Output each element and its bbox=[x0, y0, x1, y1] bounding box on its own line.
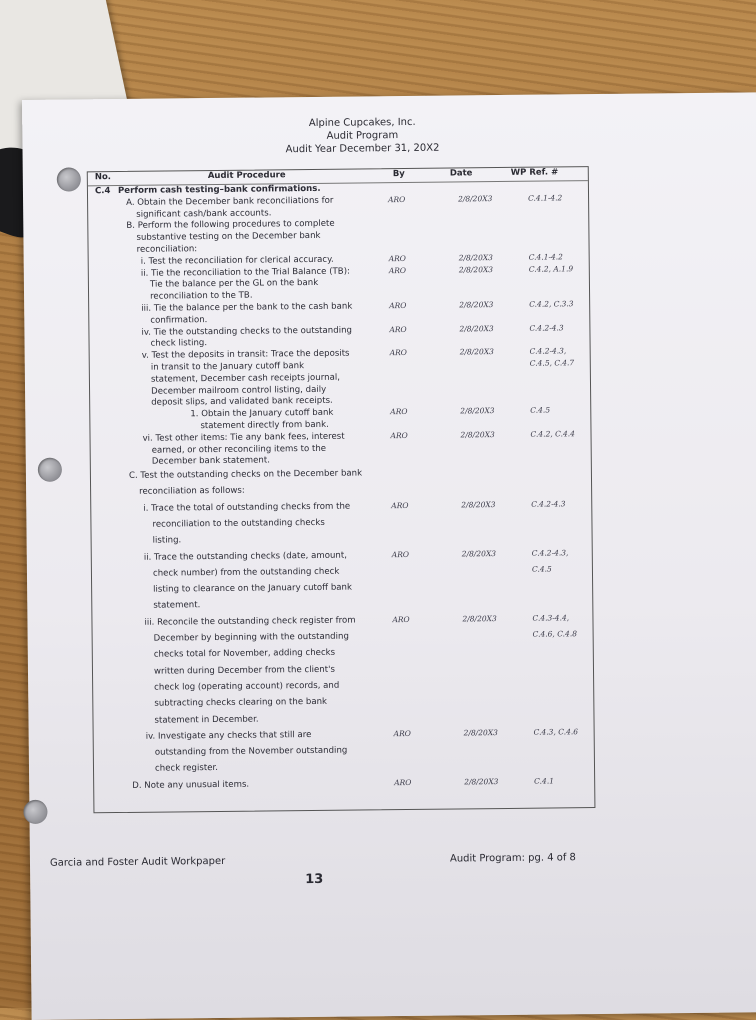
procedure-line: listing. bbox=[152, 535, 182, 546]
procedure-line: substantive testing on the December bank bbox=[136, 231, 321, 243]
procedure-line: check log (operating account) records, and bbox=[154, 680, 340, 693]
punch-hole bbox=[38, 458, 62, 482]
procedure-line: statement, December cash receipts journal, bbox=[150, 372, 341, 385]
col-wp-ref: WP Ref. # bbox=[510, 167, 559, 178]
procedure-line: reconciliation: bbox=[136, 244, 198, 255]
col-by: By bbox=[392, 168, 405, 180]
procedure-line: v. Test the deposits in transit: Trace the deposits bbox=[141, 348, 350, 361]
col-procedure: Audit Procedure bbox=[207, 170, 286, 182]
procedure-line: i. Test the reconciliation for clerical accuracy. bbox=[140, 254, 334, 267]
procedure-line: subtracting checks clearing on the bank bbox=[154, 697, 328, 709]
signoff-date: 2/8/20X3 bbox=[459, 300, 494, 310]
procedure-line: check listing. bbox=[150, 338, 208, 350]
signoff-date: 2/8/20X3 bbox=[460, 429, 495, 440]
signoff-date: 2/8/20X3 bbox=[461, 499, 496, 510]
workpaper-reference: C.4.2, C.4.4 bbox=[530, 429, 575, 439]
procedure-line: reconciliation to the outstanding checks bbox=[152, 517, 325, 530]
procedure-line: Perform cash testing–bank confirmations. bbox=[117, 183, 321, 196]
signoff-date: 2/8/20X3 bbox=[462, 613, 497, 624]
procedure-line: iii. Tie the balance per the bank to the cash bank bbox=[141, 301, 353, 314]
signoff-date: 2/8/20X3 bbox=[459, 323, 494, 334]
signoff-initials: ARO bbox=[388, 194, 406, 204]
procedure-line: reconciliation to the TB. bbox=[150, 290, 253, 302]
workpaper-reference: C.4.1-4.2 bbox=[528, 193, 563, 203]
procedure-line: check number) from the outstanding check bbox=[152, 566, 340, 579]
signoff-date: 2/8/20X3 bbox=[463, 727, 498, 738]
workpaper-reference: C.4.2, C.3.3 bbox=[529, 299, 574, 309]
procedure-line: December bank statement. bbox=[151, 455, 271, 468]
procedure-line: 1. Obtain the January cutoff bank bbox=[190, 407, 334, 420]
procedure-line: check register. bbox=[154, 763, 219, 775]
workpaper-reference: C.4.2, A.1.9 bbox=[528, 263, 574, 274]
procedure-line: C. Test the outstanding checks on the December bank bbox=[128, 468, 363, 481]
signoff-initials: ARO bbox=[392, 614, 410, 624]
document-type: Audit Program bbox=[326, 130, 399, 142]
procedure-line: in transit to the January cutoff bank bbox=[150, 361, 305, 373]
punch-hole bbox=[57, 167, 81, 191]
signoff-date: 2/8/20X3 bbox=[461, 548, 497, 558]
procedure-line: vi. Test other items: Tie any bank fees, interest bbox=[142, 431, 345, 444]
workpaper-reference: C.4.2-4.3 bbox=[531, 498, 566, 509]
procedure-line: statement directly from bank. bbox=[200, 419, 329, 432]
procedure-line: reconciliation as follows: bbox=[139, 485, 245, 498]
workpaper-reference: C.4.5 bbox=[530, 405, 551, 415]
procedure-line: iv. Investigate any checks that still are bbox=[145, 729, 312, 742]
procedure-line: B. Perform the following procedures to complete bbox=[126, 219, 335, 232]
procedure-line: deposit slips, and validated bank receipts. bbox=[151, 396, 333, 409]
signoff-initials: ARO bbox=[389, 348, 407, 358]
audit-program-table bbox=[87, 166, 596, 813]
signoff-initials: ARO bbox=[389, 324, 407, 334]
procedure-line: significant cash/bank accounts. bbox=[136, 207, 272, 220]
procedure-line: confirmation. bbox=[150, 314, 208, 326]
signoff-initials: ARO bbox=[393, 728, 411, 738]
signoff-date: 2/8/20X3 bbox=[459, 347, 494, 357]
workpaper-reference: C.4.6, C.4.8 bbox=[532, 629, 578, 639]
procedure-line: December by beginning with the outstanding bbox=[153, 631, 349, 644]
col-date: Date bbox=[449, 168, 473, 179]
procedure-line: written during December from the client's bbox=[153, 664, 335, 677]
signoff-date: 2/8/20X3 bbox=[458, 252, 493, 263]
page-number: 13 bbox=[305, 871, 324, 888]
section-number: C.4 bbox=[94, 186, 111, 197]
procedure-line: i. Trace the total of outstanding checks from the bbox=[143, 501, 351, 514]
signoff-date: 2/8/20X3 bbox=[458, 193, 493, 204]
signoff-date: 2/8/20X3 bbox=[460, 406, 495, 416]
workpaper-reference: C.4.3-4.4, bbox=[532, 612, 570, 623]
procedure-line: iii. Reconcile the outstanding check register from bbox=[144, 615, 356, 628]
procedure-line: December mailroom control listing, daily bbox=[151, 384, 327, 397]
procedure-line: statement in December. bbox=[154, 714, 259, 726]
signoff-initials: ARO bbox=[388, 253, 406, 263]
signoff-initials: ARO bbox=[388, 265, 407, 275]
procedure-line: earned, or other reconciling items to the bbox=[151, 443, 327, 456]
company-name: Alpine Cupcakes, Inc. bbox=[308, 116, 416, 129]
workpaper-reference: C.4.3, C.4.6 bbox=[533, 727, 579, 737]
procedure-line: statement. bbox=[153, 600, 201, 612]
workpaper-reference: C.4.1 bbox=[534, 776, 555, 786]
procedure-line: outstanding from the November outstanding bbox=[154, 745, 348, 758]
signoff-initials: ARO bbox=[391, 549, 410, 559]
col-no: No. bbox=[94, 172, 112, 183]
signoff-initials: ARO bbox=[389, 300, 407, 311]
procedure-line: ii. Trace the outstanding checks (date, amount, bbox=[143, 550, 348, 563]
workpaper-reference: C.4.2-4.3, bbox=[529, 346, 567, 356]
procedure-line: Tie the balance per the GL on the bank bbox=[149, 278, 319, 291]
workpaper-reference: C.4.1-4.2 bbox=[528, 252, 563, 262]
procedure-line: iv. Tie the outstanding checks to the outstanding bbox=[141, 325, 353, 338]
signoff-date: 2/8/20X3 bbox=[458, 264, 494, 275]
page-header bbox=[222, 115, 502, 157]
footer-left: Garcia and Foster Audit Workpaper bbox=[49, 855, 226, 869]
signoff-initials: ARO bbox=[390, 407, 408, 417]
signoff-date: 2/8/20X3 bbox=[464, 776, 499, 787]
workpaper-reference: C.4.5 bbox=[531, 564, 552, 574]
footer-right: Audit Program: pg. 4 of 8 bbox=[449, 852, 576, 865]
procedure-line: D. Note any unusual items. bbox=[132, 779, 250, 791]
signoff-initials: ARO bbox=[391, 500, 409, 510]
signoff-initials: ARO bbox=[394, 777, 412, 787]
procedure-line: checks total for November, adding checks bbox=[153, 648, 336, 660]
audit-program-page bbox=[22, 92, 756, 1020]
workpaper-reference: C.4.5, C.4.7 bbox=[529, 358, 575, 368]
signoff-initials: ARO bbox=[390, 430, 408, 440]
procedure-line: A. Obtain the December bank reconciliations for bbox=[126, 195, 334, 208]
punch-hole bbox=[23, 800, 47, 824]
workpaper-reference: C.4.2-4.3, bbox=[531, 547, 569, 558]
workpaper-reference: C.4.2-4.3 bbox=[529, 322, 564, 333]
procedure-line: ii. Tie the reconciliation to the Trial Balance (TB): bbox=[140, 266, 350, 279]
audit-period: Audit Year December 31, 20X2 bbox=[285, 142, 440, 156]
procedure-line: listing to clearance on the January cutoff bank bbox=[153, 582, 353, 595]
